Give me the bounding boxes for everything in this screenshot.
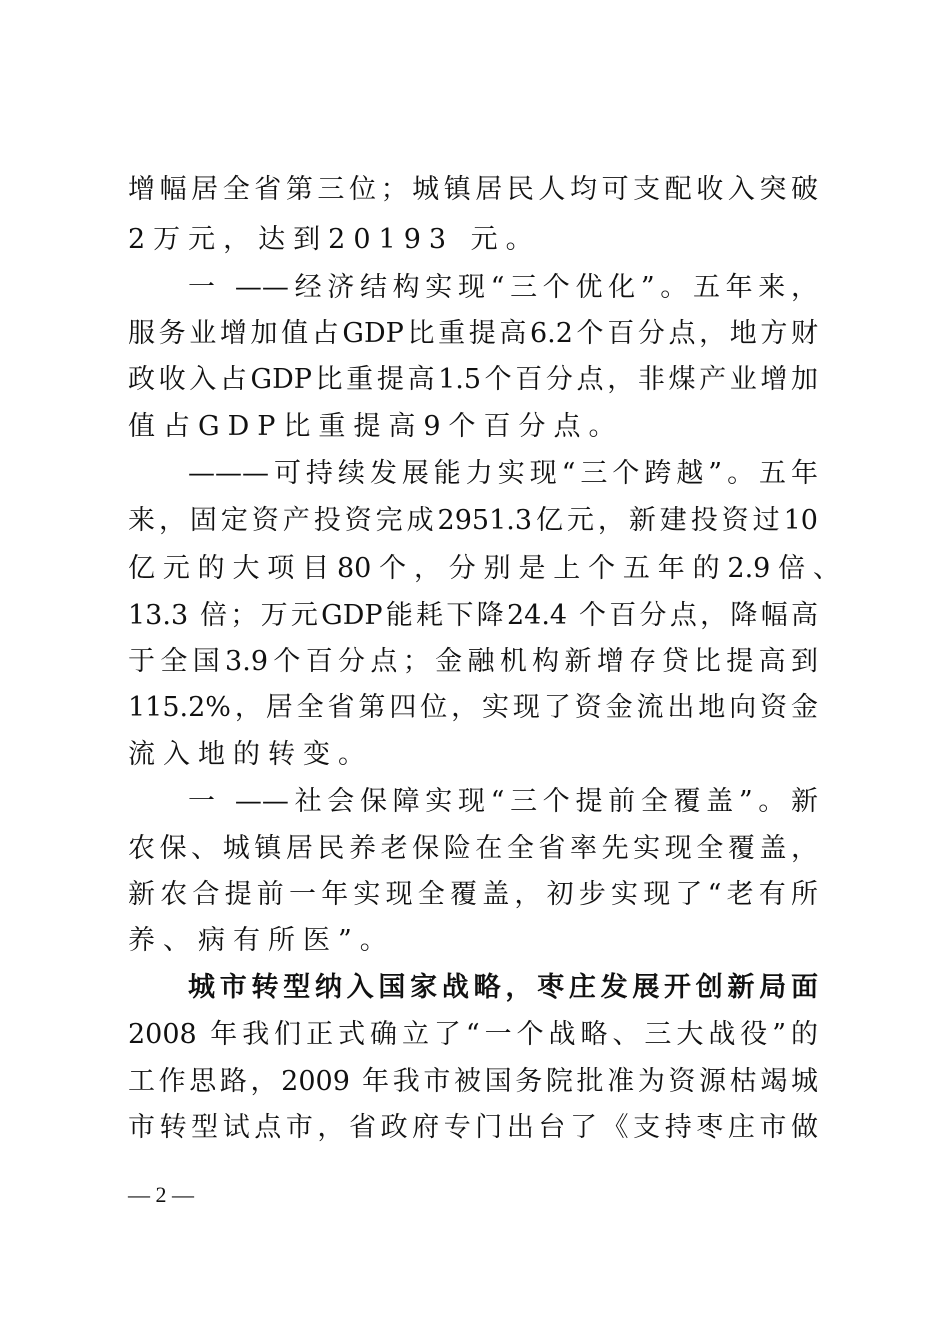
- text-line: 养、病有所医”。: [128, 925, 395, 956]
- text-line: 2008 年我们正式确立了“一个战略、三大战役”的: [128, 1019, 818, 1050]
- text-line: 增幅居全省第三位；城镇居民人均可支配收入突破: [128, 174, 818, 205]
- text-line: 值占GDP比重提高9个百分点。: [128, 411, 624, 442]
- page-number: — 2 —: [128, 1182, 194, 1207]
- text-line: 115.2%，居全省第四位，实现了资金流出地向资金: [128, 692, 818, 723]
- text-line: ———可持续发展能力实现“三个跨越”。五年: [188, 458, 818, 489]
- text-line: 13.3 倍；万元GDP能耗下降24.4 个百分点，降幅高: [128, 600, 818, 631]
- text-line: 于全国3.9个百分点；金融机构新增存贷比提高到: [128, 646, 818, 677]
- text-line: 一 ——社会保障实现“三个提前全覆盖”。新: [188, 786, 818, 817]
- text-line: 政收入占GDP比重提高1.5个百分点，非煤产业增加: [128, 364, 818, 395]
- section-heading: 城市转型纳入国家战略，枣庄发展开创新局面: [188, 972, 818, 1003]
- text-line: 2万元，达到20193 元。: [128, 224, 541, 255]
- text-line: 工作思路，2009 年我市被国务院批准为资源枯竭城: [128, 1066, 818, 1097]
- text-line: 流入地的转变。: [128, 739, 373, 770]
- text-line: 新农合提前一年实现全覆盖，初步实现了“老有所: [128, 879, 818, 910]
- text-line: 亿元的大项目80个，分别是上个五年的2.9倍、: [128, 553, 840, 584]
- text-line: 农保、城镇居民养老保险在全省率先实现全覆盖，: [128, 833, 818, 864]
- text-line: 一 ——经济结构实现“三个优化”。五年来，: [188, 272, 818, 303]
- text-line: 来，固定资产投资完成2951.3亿元，新建投资过10: [128, 505, 818, 536]
- text-line: 市转型试点市，省政府专门出台了《支持枣庄市做: [128, 1112, 818, 1143]
- text-line: 服务业增加值占GDP比重提高6.2个百分点，地方财: [128, 318, 818, 349]
